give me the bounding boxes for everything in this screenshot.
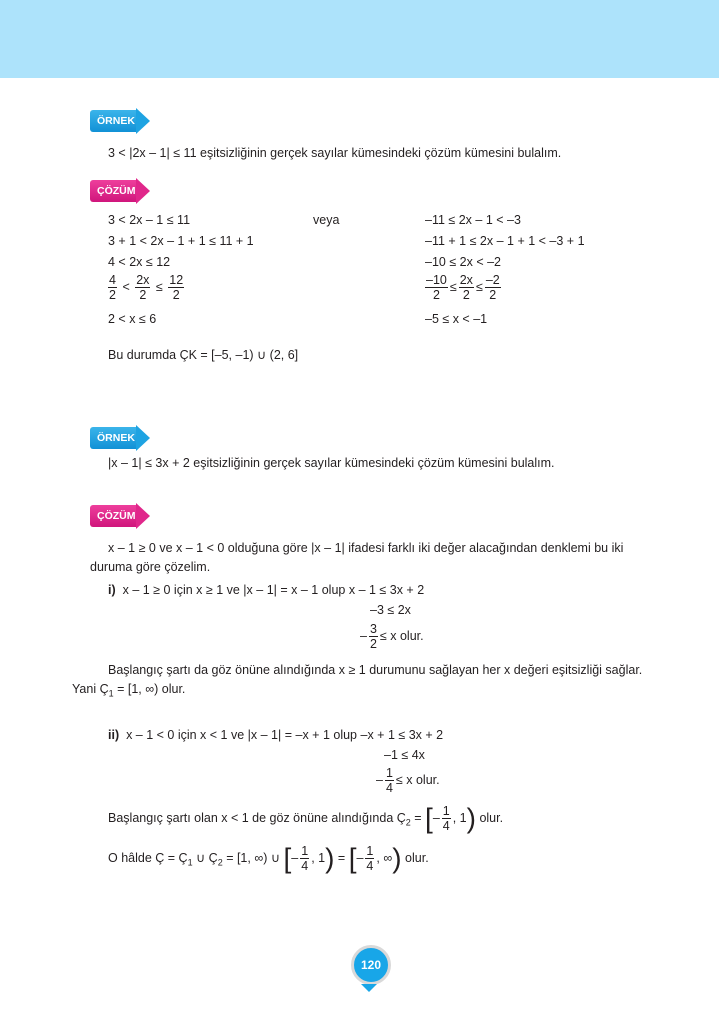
case2-line: ii) x – 1 < 0 için x < 1 ve |x – 1| = –x + 1 olup –x + 1 ≤ 3x + 2: [108, 728, 444, 742]
step: 3 < 2x – 1 ≤ 11: [108, 213, 191, 227]
intro-paragraph: x – 1 ≥ 0 ve x – 1 < 0 olduğuna göre |x – 1| ifadesi farklı iki değer alacağından denklemi bu iki duruma göre çözelim.: [90, 541, 624, 574]
case1-paragraph: Başlangıç şartı da göz önüne alındığında x ≥ 1 durumunu sağlayan her x değeri eşitsizliği sağlar. Yani $Ç_1 = [1$, ∞) olur.: [72, 663, 643, 699]
step: 4 < 2x ≤ 12: [108, 255, 171, 269]
cozum-badge: ÇÖZÜM: [90, 505, 136, 527]
step: 2 < x ≤ 6: [108, 312, 157, 326]
page-number-pointer-icon: [361, 984, 377, 992]
fraction-step: $\frac{4}{2}$ < $\frac{2x}{2}$ ≤ $\frac{12}{2}$: [109, 273, 184, 302]
step: –10 ≤ 2x < –2: [425, 255, 502, 269]
example1-problem: 3 < |2x – 1| ≤ 11 eşitsizliğinin gerçek sayılar kümesindeki çözüm kümesini bulalım.: [108, 146, 562, 160]
veya-label: veya: [313, 213, 340, 227]
page-number: 120: [351, 945, 391, 985]
example2-problem: |x – 1| ≤ 3x + 2 eşitsizliğinin gerçek sayılar kümesindeki çözüm kümesini bulalım.: [108, 456, 555, 470]
case2-step: – $\frac{1}{4}$ ≤ x olur.: [376, 766, 440, 795]
case2-conclusion: Başlangıç şartı olan x < 1 de göz önüne alındığında $Ç_2$ = [– $\frac{1}{4}$ , 1) olur.: [108, 802, 504, 834]
step: 3 + 1 < 2x – 1 + 1 ≤ 11 + 1: [108, 234, 254, 248]
case1-line: i) x – 1 ≥ 0 için x ≥ 1 ve |x – 1| = x – 1 olup x – 1 ≤ 3x + 2: [108, 583, 425, 597]
header-band: [0, 0, 719, 78]
case1-step: – $\frac{3}{2}$ ≤ x olur.: [360, 622, 424, 651]
ornek-badge: ÖRNEK: [90, 427, 135, 449]
final-result: O hâlde Ç = $Ç_1$ ∪ $Ç_2 = [1$, ∞) ∪ [– $\frac{1}{4}$ , 1) = [– $\frac{1}{4}$ , ∞) olur.: [108, 842, 429, 874]
case2-step: –1 ≤ 4x: [384, 748, 425, 762]
cozum-badge: ÇÖZÜM: [90, 180, 136, 202]
step: –11 ≤ 2x – 1 < –3: [425, 213, 521, 227]
ornek-badge: ÖRNEK: [90, 110, 135, 132]
step: –5 ≤ x < –1: [425, 312, 488, 326]
example1-result: Bu durumda ÇK = [–5, –1) ∪ (2, 6]: [108, 348, 299, 362]
fraction-step: $\frac{-10}{2}$ ≤ $\frac{2x}{2}$ ≤ $\frac{-2}{2}$: [426, 273, 500, 302]
step: –11 + 1 ≤ 2x – 1 + 1 < –3 + 1: [425, 234, 585, 248]
case1-step: –3 ≤ 2x: [370, 603, 411, 617]
